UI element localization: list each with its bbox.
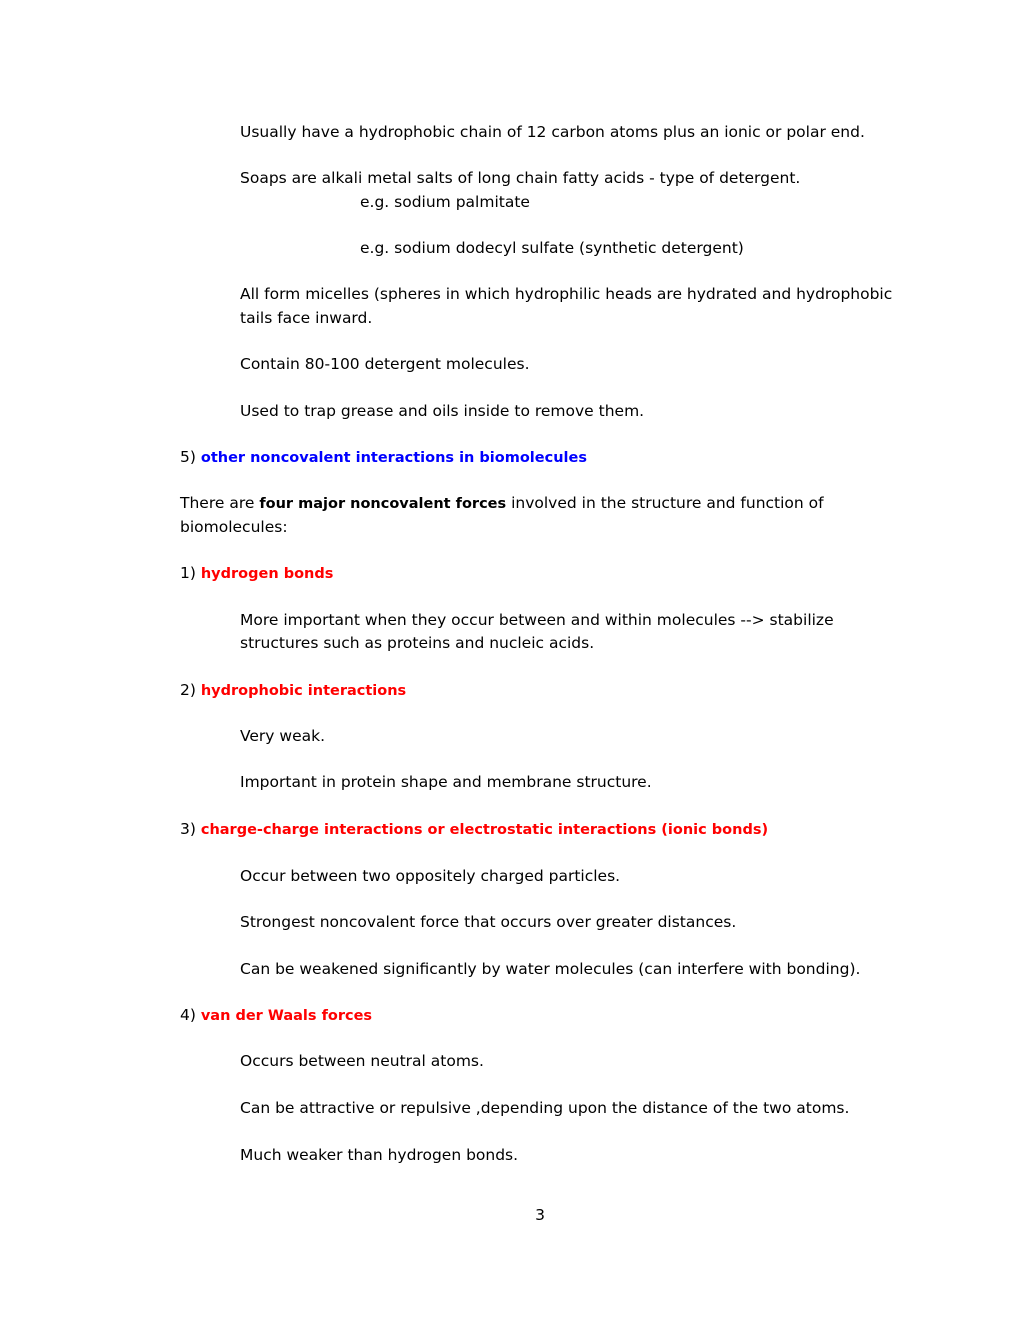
micelles-text-line1: All form micelles (spheres in which hydrophilic heads are hydrated and hydrophobic bbox=[240, 285, 893, 303]
force-3-title: charge-charge interactions or electrostatic interactions (ionic bonds) bbox=[200, 822, 769, 838]
force-2-heading bbox=[180, 680, 406, 701]
micelles-text-line2: tails face inward. bbox=[240, 309, 373, 327]
intro-pre: There are bbox=[180, 494, 255, 512]
section-5-number: 5) bbox=[180, 448, 196, 466]
section-5-title: other noncovalent interactions in biomolecules bbox=[200, 450, 587, 466]
force-4-point-1: Occurs between neutral atoms. bbox=[240, 1052, 484, 1070]
example-sodium-palmitate: e.g. sodium palmitate bbox=[360, 193, 530, 211]
force-3-heading bbox=[180, 819, 768, 840]
example-sodium-dodecyl-sulfate: e.g. sodium dodecyl sulfate (synthetic detergent) bbox=[360, 239, 744, 257]
intro-line1 bbox=[180, 493, 824, 514]
force-4-number: 4) bbox=[180, 1006, 196, 1024]
force-3-point-3: Can be weakened significantly by water molecules (can interfere with bonding). bbox=[240, 960, 861, 978]
force-2-point-2: Important in protein shape and membrane structure. bbox=[240, 773, 652, 791]
force-2-title: hydrophobic interactions bbox=[200, 683, 407, 699]
intro-line2: biomolecules: bbox=[180, 518, 288, 536]
soaps-text: Soaps are alkali metal salts of long chain fatty acids - type of detergent. bbox=[240, 169, 801, 187]
force-4-title: van der Waals forces bbox=[200, 1008, 373, 1024]
force-1-number: 1) bbox=[180, 564, 196, 582]
trap-grease-text: Used to trap grease and oils inside to remove them. bbox=[240, 402, 645, 420]
page-number: 3 bbox=[535, 1206, 545, 1224]
force-2-point-1: Very weak. bbox=[240, 727, 326, 745]
force-3-point-1: Occur between two oppositely charged particles. bbox=[240, 867, 621, 885]
force-4-point-2: Can be attractive or repulsive ,depending upon the distance of the two atoms. bbox=[240, 1099, 850, 1117]
force-4-heading bbox=[180, 1005, 372, 1026]
force-1-point-2: structures such as proteins and nucleic acids. bbox=[240, 634, 595, 652]
force-1-point-1: More important when they occur between and within molecules --> stabilize bbox=[240, 611, 834, 629]
intro-bold-phrase: four major noncovalent forces bbox=[259, 496, 507, 512]
contain-molecules-text: Contain 80-100 detergent molecules. bbox=[240, 355, 530, 373]
force-1-heading bbox=[180, 563, 333, 584]
intro-post: involved in the structure and function of bbox=[511, 494, 824, 512]
force-3-point-2: Strongest noncovalent force that occurs over greater distances. bbox=[240, 913, 737, 931]
detergent-chain-text: Usually have a hydrophobic chain of 12 carbon atoms plus an ionic or polar end. bbox=[240, 123, 865, 141]
force-4-point-3: Much weaker than hydrogen bonds. bbox=[240, 1146, 519, 1164]
section-5-heading bbox=[180, 447, 587, 468]
force-2-number: 2) bbox=[180, 681, 196, 699]
force-1-title: hydrogen bonds bbox=[200, 566, 334, 582]
force-3-number: 3) bbox=[180, 820, 196, 838]
